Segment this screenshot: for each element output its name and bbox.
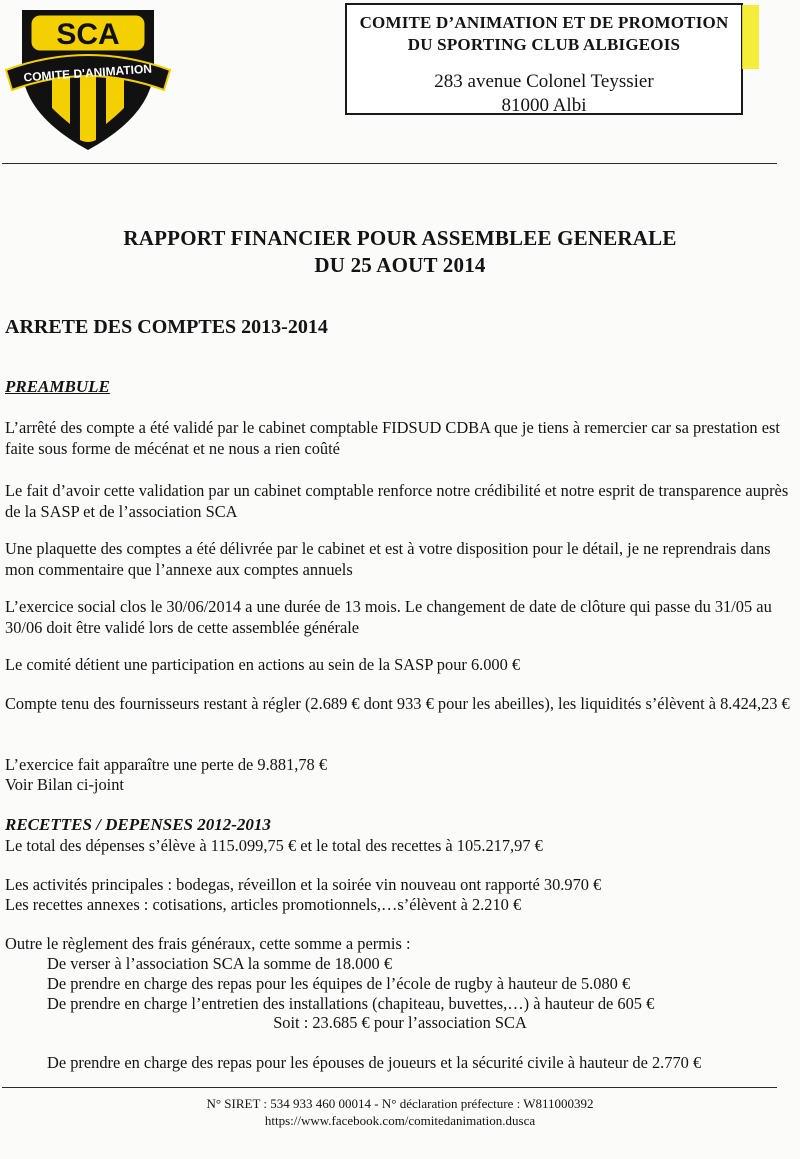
preambule-heading: PREAMBULE bbox=[5, 377, 110, 396]
preambule-paragraph-1: L’arrêté des compte a été validé par le cabinet comptable FIDSUD CDBA que je tiens à remercier car sa prestation est faite sous forme de mécénat et ne nous a rien coûté bbox=[5, 418, 780, 458]
main-activities-line: Les activités principales : bodegas, réveillon et la soirée vin nouveau ont rapporté 30.970 € bbox=[5, 875, 602, 894]
section-heading: ARRETE DES COMPTES 2013-2014 bbox=[5, 316, 328, 338]
totals-line: Le total des dépenses s’élève à 115.099,75 € et le total des recettes à 105.217,97 € bbox=[5, 836, 543, 855]
header-divider bbox=[2, 163, 777, 164]
report-title-line2: DU 25 AOUT 2014 bbox=[314, 253, 486, 277]
footer-facebook-link[interactable]: https://www.facebook.com/comitedanimation.dusca bbox=[264, 1113, 536, 1128]
logo-sca-text: SCA bbox=[56, 18, 120, 51]
allocation-item-3: De prendre en charge l’entretien des installations (chapiteau, buvettes,…) à hauteur de 605 € bbox=[47, 994, 655, 1013]
logo-band-text: COMITE D'ANIMATION bbox=[23, 61, 153, 85]
organization-header-box bbox=[345, 3, 743, 115]
yellow-highlight-strip bbox=[742, 5, 759, 69]
annex-income-line: Les recettes annexes : cotisations, articles promotionnels,…s’élèvent à 2.210 € bbox=[5, 895, 522, 914]
org-address-street: 283 avenue Colonel Teyssier bbox=[434, 71, 654, 92]
allocation-subtotal: Soit : 23.685 € pour l’association SCA bbox=[273, 1013, 527, 1032]
allocation-item-2: De prendre en charge des repas pour les équipes de l’école de rugby à hauteur de 5.080 € bbox=[47, 974, 631, 993]
allocation-item-4: De prendre en charge des repas pour les épouses de joueurs et la sécurité civile à hauteur de 2.770 € bbox=[47, 1053, 702, 1072]
sca-shield-logo bbox=[4, 4, 172, 154]
report-title-line1: RAPPORT FINANCIER POUR ASSEMBLEE GENERALE bbox=[123, 226, 677, 250]
preambule-paragraph-4: L’exercice social clos le 30/06/2014 a une durée de 13 mois. Le changement de date de clôture qui passe du 31/05 au 30/06 doit être validé lors de cette assemblée générale bbox=[5, 597, 772, 637]
preambule-paragraph-6: Compte tenu des fournisseurs restant à régler (2.689 € dont 933 € pour les abeilles), les liquidités s’élèvent à 8.424,23 € bbox=[5, 694, 790, 713]
org-name-line1: COMITE D’ANIMATION ET DE PROMOTION bbox=[359, 13, 729, 32]
loss-line: L’exercice fait apparaître une perte de 9.881,78 € bbox=[5, 755, 328, 774]
footer-siret: N° SIRET : 534 933 460 00014 - N° déclaration préfecture : W811000392 bbox=[206, 1096, 594, 1111]
allocation-intro: Outre le règlement des frais généraux, cette somme a permis : bbox=[5, 934, 411, 953]
org-name-line2: DU SPORTING CLUB ALBIGEOIS bbox=[407, 35, 681, 54]
allocation-item-1: De verser à l’association SCA la somme de 18.000 € bbox=[47, 954, 393, 973]
recettes-heading: RECETTES / DEPENSES 2012-2013 bbox=[5, 815, 271, 834]
preambule-paragraph-2: Le fait d’avoir cette validation par un cabinet comptable renforce notre crédibilité et notre esprit de transparence auprès de la SASP et de l’association SCA bbox=[5, 481, 789, 521]
preambule-paragraph-5: Le comité détient une participation en actions au sein de la SASP pour 6.000 € bbox=[5, 655, 521, 674]
footer-divider bbox=[2, 1087, 777, 1088]
bilan-line: Voir Bilan ci-joint bbox=[5, 775, 124, 794]
preambule-paragraph-3: Une plaquette des comptes a été délivrée par le cabinet et est à votre disposition pour le détail, je ne reprendrais dans mon commentaire que l’annexe aux comptes annuels bbox=[5, 539, 771, 579]
org-address-city: 81000 Albi bbox=[501, 95, 587, 116]
